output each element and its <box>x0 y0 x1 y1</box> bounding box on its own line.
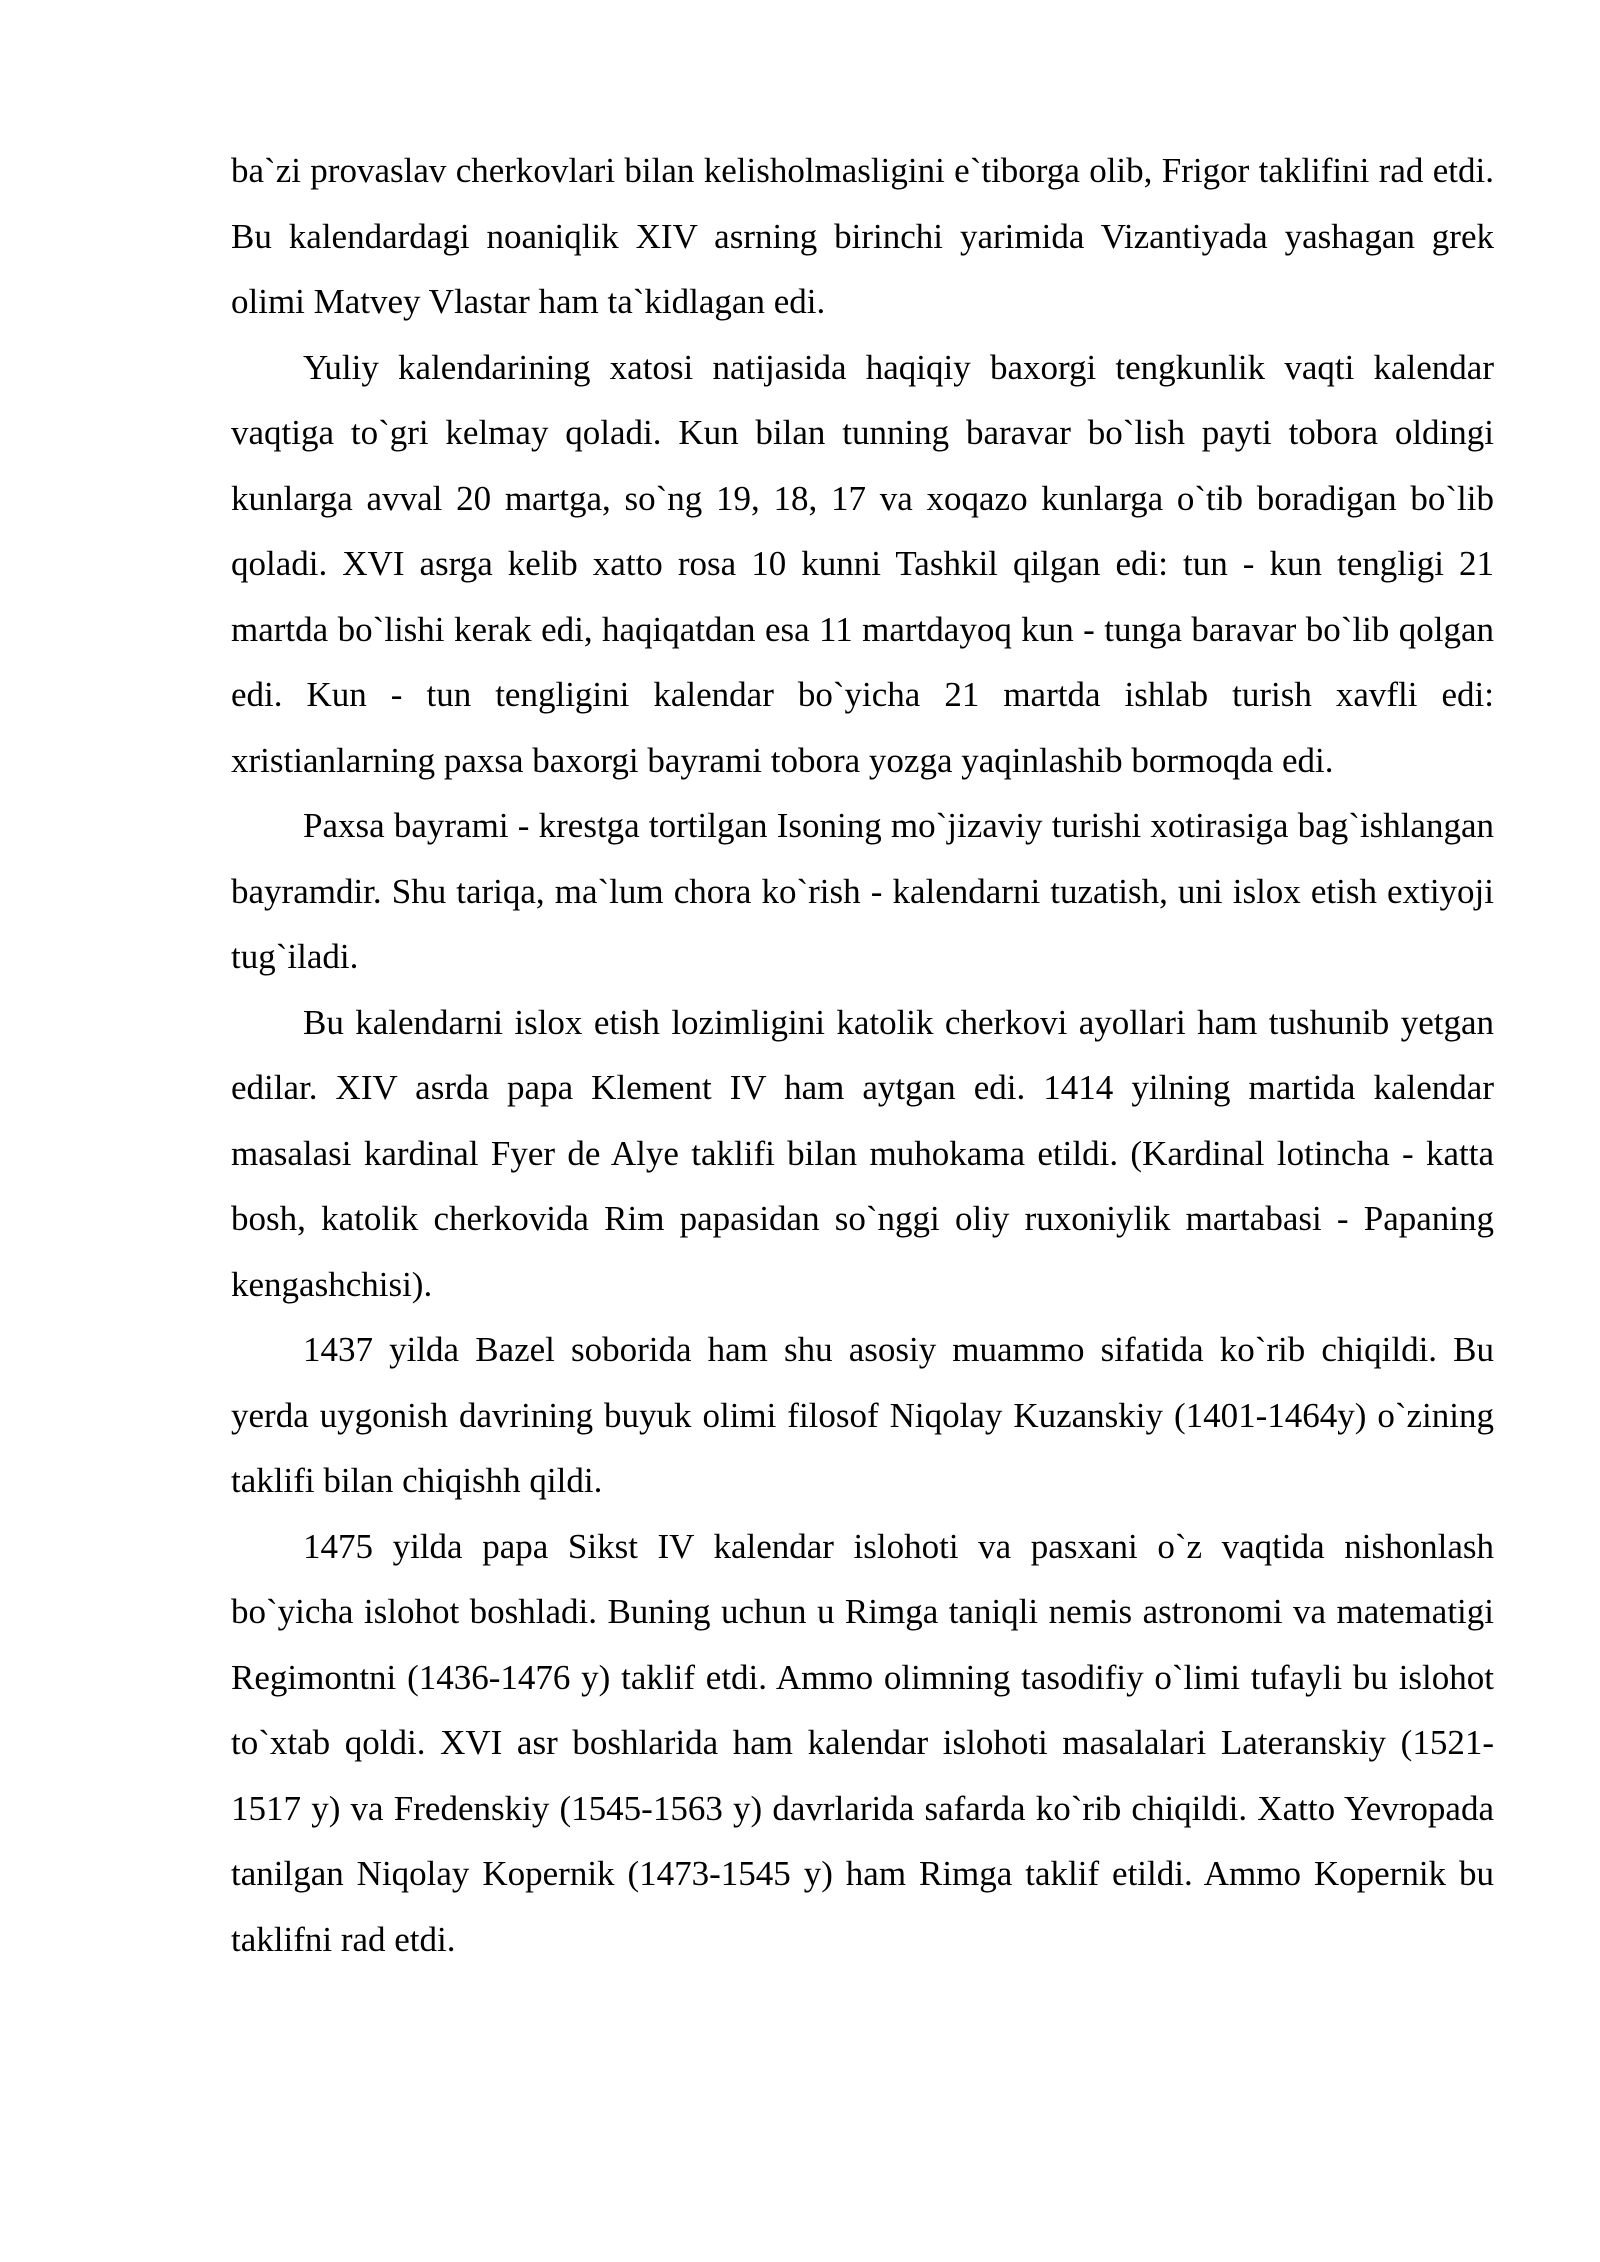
document-body <box>231 138 1494 1972</box>
paragraph-basel-council: 1437 yilda Bazel soborida ham shu asosiy muammo sifatida ko`rib chiqildi. Bu yerda uygonish davrining buyuk olimi filosof Niqolay Kuzanskiy (1401-1464y) o`zining taklifi bilan chiqishh qildi. <box>231 1330 1494 1500</box>
paragraph-julian-calendar-error: Yuliy kalendarining xatosi natijasida haqiqiy baxorgi tengkunlik vaqti kalendar vaqtiga to`gri kelmay qoladi. Kun bilan tunning baravar bo`lish payti tobora oldingi kunlarga avval 20 martga, so`ng 19, 18, 17 va xoqazo kunlarga o`tib boradigan bo`lib qoladi. XVI asrga kelib xatto rosa 10 kunni Tashkil qilgan edi: tun - kun tengligi 21 martda bo`lishi kerak edi, haqiqatdan esa 11 martdayoq kun - tunga baravar bo`lib qolgan edi. Kun - tun tengligini kalendar bo`yicha 21 martda ishlab turish xavfli edi: xristianlarning paxsa baxorgi bayrami tobora yozga yaqinlashib bormoqda edi. <box>231 347 1494 780</box>
paragraph-sixtus-reform: 1475 yilda papa Sikst IV kalendar islohoti va pasxani o`z vaqtida nishonlash bo`yicha islohot boshladi. Buning uchun u Rimga taniqli nemis astronomi va matematigi Regimontni (1436-1476 y) taklif etdi. Ammo olimning tasodifiy o`limi tufayli bu islohot to`xtab qoldi. XVI asr boshlarida ham kalendar islohoti masalalari Lateranskiy (1521-1517 y) va Fredenskiy (1545-1563 y) davrlarida safarda ko`rib chiqildi. Xatto Yevropada tanilgan Niqolay Kopernik (1473-1545 y) ham Rimga taklif etildi. Ammo Kopernik bu taklifni rad etdi. <box>231 1526 1494 1959</box>
paragraph-catholic-reform: Bu kalendarni islox etish lozimligini katolik cherkovi ayollari ham tushunib yetgan edilar. XIV asrda papa Klement IV ham aytgan edi. 1414 yilning martida kalendar masalasi kardinal Fyer de Alye taklifi bilan muhokama etildi. (Kardinal lotincha - katta bosh, katolik cherkovida Rim papasidan so`nggi oliy ruxoniylik martabasi - Papaning kengashchisi). <box>231 1002 1494 1304</box>
paragraph-easter-holiday: Paxsa bayrami - krestga tortilgan Isoning mo`jizaviy turishi xotirasiga bag`ishlangan bayramdir. Shu tariqa, ma`lum chora ko`rish - kalendarni tuzatish, uni islox etish extiyoji tug`iladi. <box>231 806 1494 976</box>
paragraph-continuation: ba`zi provaslav cherkovlari bilan kelisholmasligini e`tiborga olib, Frigor taklifini rad etdi. Bu kalendardagi noaniqlik XIV asrning birinchi yarimida Vizantiyada yashagan grek olimi Matvey Vlastar ham ta`kidlagan edi. <box>231 151 1494 321</box>
